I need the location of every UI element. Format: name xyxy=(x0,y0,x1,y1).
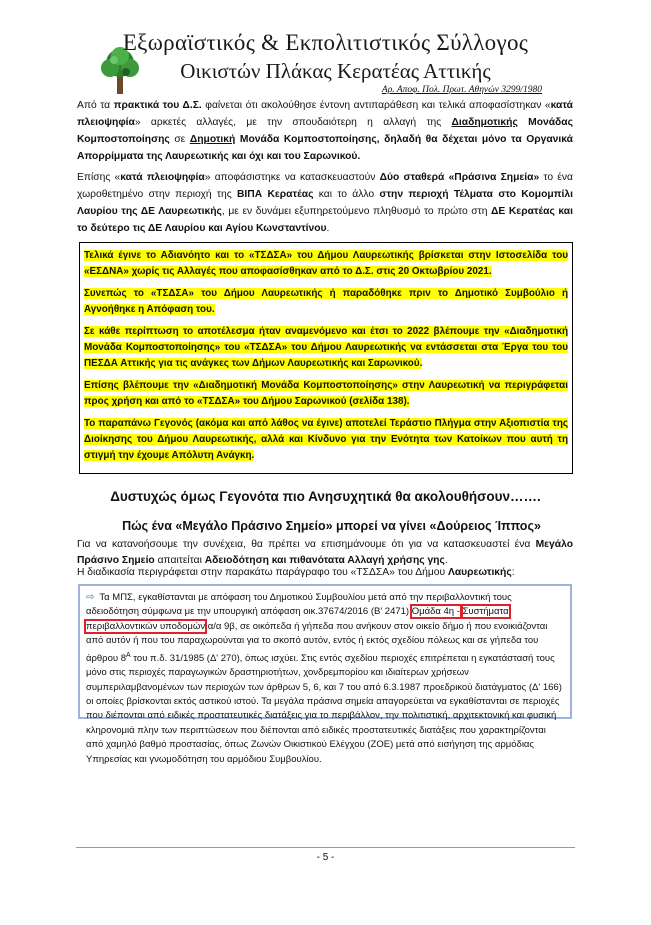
text-run: του π.δ. 31/1985 (Δ' 270), όπως ισχύει. Στις εντός σχεδίου περιοχές επιτρέπεται η εγκατάστασή τους μόνο στις περιοχές παραγωγικών δραστηριοτήτων, χονδρεμπορίου και ιδιαίτερων χρήσεων συμπεριλαμβανομένων των περιοχών των άρθρων 5, 6, και 7 του από 6.3.1987 προεδρικού διατάγματος (Δ' 166) οι οποίες βρίσκονται εκτός αστικού ιστού. Τα μεγάλα πράσινα σημεία απαγορεύεται να εγκαθίστανται σε περιοχές που διέπονται από ειδικές προστατευτικές διατάξεις για το περιβάλλον, την πολιτιστική, αρχιτεκτονική και φυσική κληρονομιά πλην των περιπτώσεων που διέπονται από ειδικές προστατευτικές διατάξεις που χαρακτηρίζονται από χαμηλό βαθμό προστασίας, όπως Ζωνών Οικιστικού Ελέγχου (ΖΟΕ) μετά από εισήγηση της αρμόδιας Υπηρεσίας και γνωμοδότηση του αρμόδιου Συμβουλίου. xyxy=(86,652,562,765)
text-run: πρακτικά του Δ.Σ. xyxy=(113,100,202,111)
text-run: α/α 9β, σε οικόπεδα ή γήπεδα που ανήκουν στον οικείο δήμο ή που ενοικιάζονται από αυτόν ή που του παραχωρούνται για το σκοπό αυτόν, εντός ή εκτός σχεδίου πόλεως και σε γήπεδα του άρθρου 8 xyxy=(86,620,548,664)
text-run xyxy=(518,117,528,128)
paragraph-1 xyxy=(77,97,573,165)
text-run: Η διαδικασία περιγράφεται στην παρακάτω παράγραφο του «ΤΣΔΣΑ» του Δήμου xyxy=(77,567,448,578)
text-run: Τα ΜΠΣ, εγκαθίστανται με απόφαση του Δημοτικού Συμβουλίου μετά από την περιβαλλοντική τους αδειοδότηση σύμφωνα με την υπουργική απόφαση οικ.37674/2016 (Β' 2471) xyxy=(86,592,512,618)
text-run: Μεγάλο Πράσινο Σημείο xyxy=(77,539,573,566)
text-run: Για να κατανοήσουμε την συνέχεια, θα πρέπει να επισημάνουμε ότι για να κατασκευαστεί ένα xyxy=(77,539,536,550)
text-run: » αρκετές αλλαγές, με την σπουδαιότερη η αλλαγή της xyxy=(134,117,452,128)
text-run: κατά πλειοψηφία xyxy=(77,100,573,128)
quoted-excerpt xyxy=(78,584,572,765)
notice-paragraph: Σε κάθε περίπτωση το αποτέλεσμα ήταν αναμενόμενο και έτσι το 2022 βλέπουμε την «Διαδημοτική Μονάδα Κομποστοποίησης» του «ΤΣΔΣΑ» του Δήμου Λαυρεωτικής να εντάσσεται στα Έργα του του ΠΕΣΔΑ Αττικής για τις ανάγκες των Δήμων Λαυρεωτικής και Σαρωνικού. xyxy=(84,326,568,369)
text-run: ΔΕ Κερατέας και το δεύτερο τις ΔΕ Λαυρίου και Αγίου Κωνσταντίνου xyxy=(77,206,573,234)
text-run: » αποφάσιστηκε να κατασκευαστούν xyxy=(204,172,380,183)
red-highlight-group-4: Ομάδα 4η - xyxy=(411,606,460,618)
paragraph-2 xyxy=(77,169,573,237)
section-heading: Δυστυχώς όμως Γεγονότα πιο Ανησυχητικά θα ακολουθήσουν……. xyxy=(110,489,541,504)
association-name: Εξωραϊστικός & Εκπολιτιστικός Σύλλογος xyxy=(122,30,529,55)
notice-paragraph: Συνεπώς το «ΤΣΔΣΑ» του Δήμου Λαυρεωτικής ή παραδόθηκε πριν το Δημοτικό Συμβούλιο ή Αγνοήθηκε η Απόφαση του. xyxy=(84,288,568,315)
letterhead xyxy=(0,30,651,100)
text-run: . xyxy=(326,223,330,234)
association-subtitle: Οικιστών Πλάκας Κερατέας Αττικής xyxy=(180,59,491,83)
notice-paragraph: Το παραπάνω Γεγονός (ακόμα και από λάθος να έγινε) αποτελεί Τεράστιο Πλήγμα στην Αξιοπιστία της Διοίκησης του Δήμου Λαυρεωτικής, αλλά και Κίνδυνο για την Ενότητα των Κατοίκων που αυτή τη στιγμή την έχουμε Απόλυτη Ανάγκη. xyxy=(84,418,568,461)
arrow-right-icon: ⇨ xyxy=(86,592,95,603)
page-number: - 5 - xyxy=(316,852,335,863)
text-run: , με εν δυνάμει εξυπηρετούμενο πληθυσμό το πρώτο στη xyxy=(221,206,492,217)
notice-paragraph: Τελικά έγινε το Αδιανόητο και το «ΤΣΔΣΑ» του Δήμου Λαυρεωτικής βρίσκεται στην Ιστοσελίδα του «ΕΣΔΝΑ» χωρίς τις Αλλαγές που αποφασίσθηκαν από το Δ.Σ. στις 20 Οκτωβρίου 2021. xyxy=(84,250,568,277)
superscript: Α xyxy=(126,651,131,659)
text-run: απαιτείται xyxy=(154,555,205,566)
footer-divider xyxy=(76,847,575,848)
text-run: στην περιοχή Τέλματα στο Κομομπίλι Λαυρίου της ΔΕ Λαυρεωτικής xyxy=(77,189,573,217)
text-run: Αδειοδότηση και πιθανότατα Αλλαγή χρήσης γης xyxy=(204,555,445,566)
highlighted-notice-box xyxy=(79,242,573,474)
text-run: κατά πλειοψηφία xyxy=(120,172,205,183)
paragraph-3 xyxy=(77,537,573,569)
text-run: Διαδημοτικής xyxy=(451,117,518,128)
notice-paragraph: Επίσης βλέπουμε την «Διαδημοτική Μονάδα Κομποστοποίησης» στην Λαυρεωτική να περιγράφεται προς χρήση και από το «ΤΣΔΣΑ» του Δήμου Σαρωνικού (σελίδα 138). xyxy=(84,380,568,407)
text-run: φαίνεται ότι ακολούθησε έντονη αντιπαράθεση και τελικά αποφασίστηκαν « xyxy=(201,100,551,111)
text-run: : xyxy=(511,567,515,578)
text-run: Μονάδα Κομποστοποίησης, δηλαδή θα δέχεται μόνο τα Οργανικά Απορρίμματα της Λαυρεωτικής και όχι και του Σαρωνικού. xyxy=(77,134,573,162)
text-run: Δύο σταθερά «Πράσινα Σημεία» xyxy=(379,172,540,183)
subsection-heading: Πώς ένα «Μεγάλο Πράσινο Σημείο» μπορεί να γίνει «Δούρειος Ίππος» xyxy=(122,519,541,533)
text-run: σε xyxy=(169,134,190,145)
text-run: Μονάδας Κομποστοποίησης xyxy=(77,117,573,145)
text-run: Από τα xyxy=(77,100,114,111)
text-run: το ένα χωροθετημένο στην περιοχή της xyxy=(77,172,573,200)
text-run: . xyxy=(444,555,448,566)
text-run: ΒΙΠΑ Κερατέας xyxy=(237,189,314,200)
red-highlight-env-systems: Συστήματα περιβαλλοντικών υποδομών xyxy=(86,606,509,632)
text-run: και το άλλο xyxy=(313,189,380,200)
paragraph-4 xyxy=(77,566,573,580)
text-run: Επίσης « xyxy=(77,172,121,183)
text-run: Λαυρεωτικής xyxy=(447,567,512,578)
registration-number: Αρ. Αποφ. Πολ. Πρωτ. Αθηνών 3299/1980 xyxy=(381,85,542,95)
text-run: Δημοτική xyxy=(189,134,236,145)
